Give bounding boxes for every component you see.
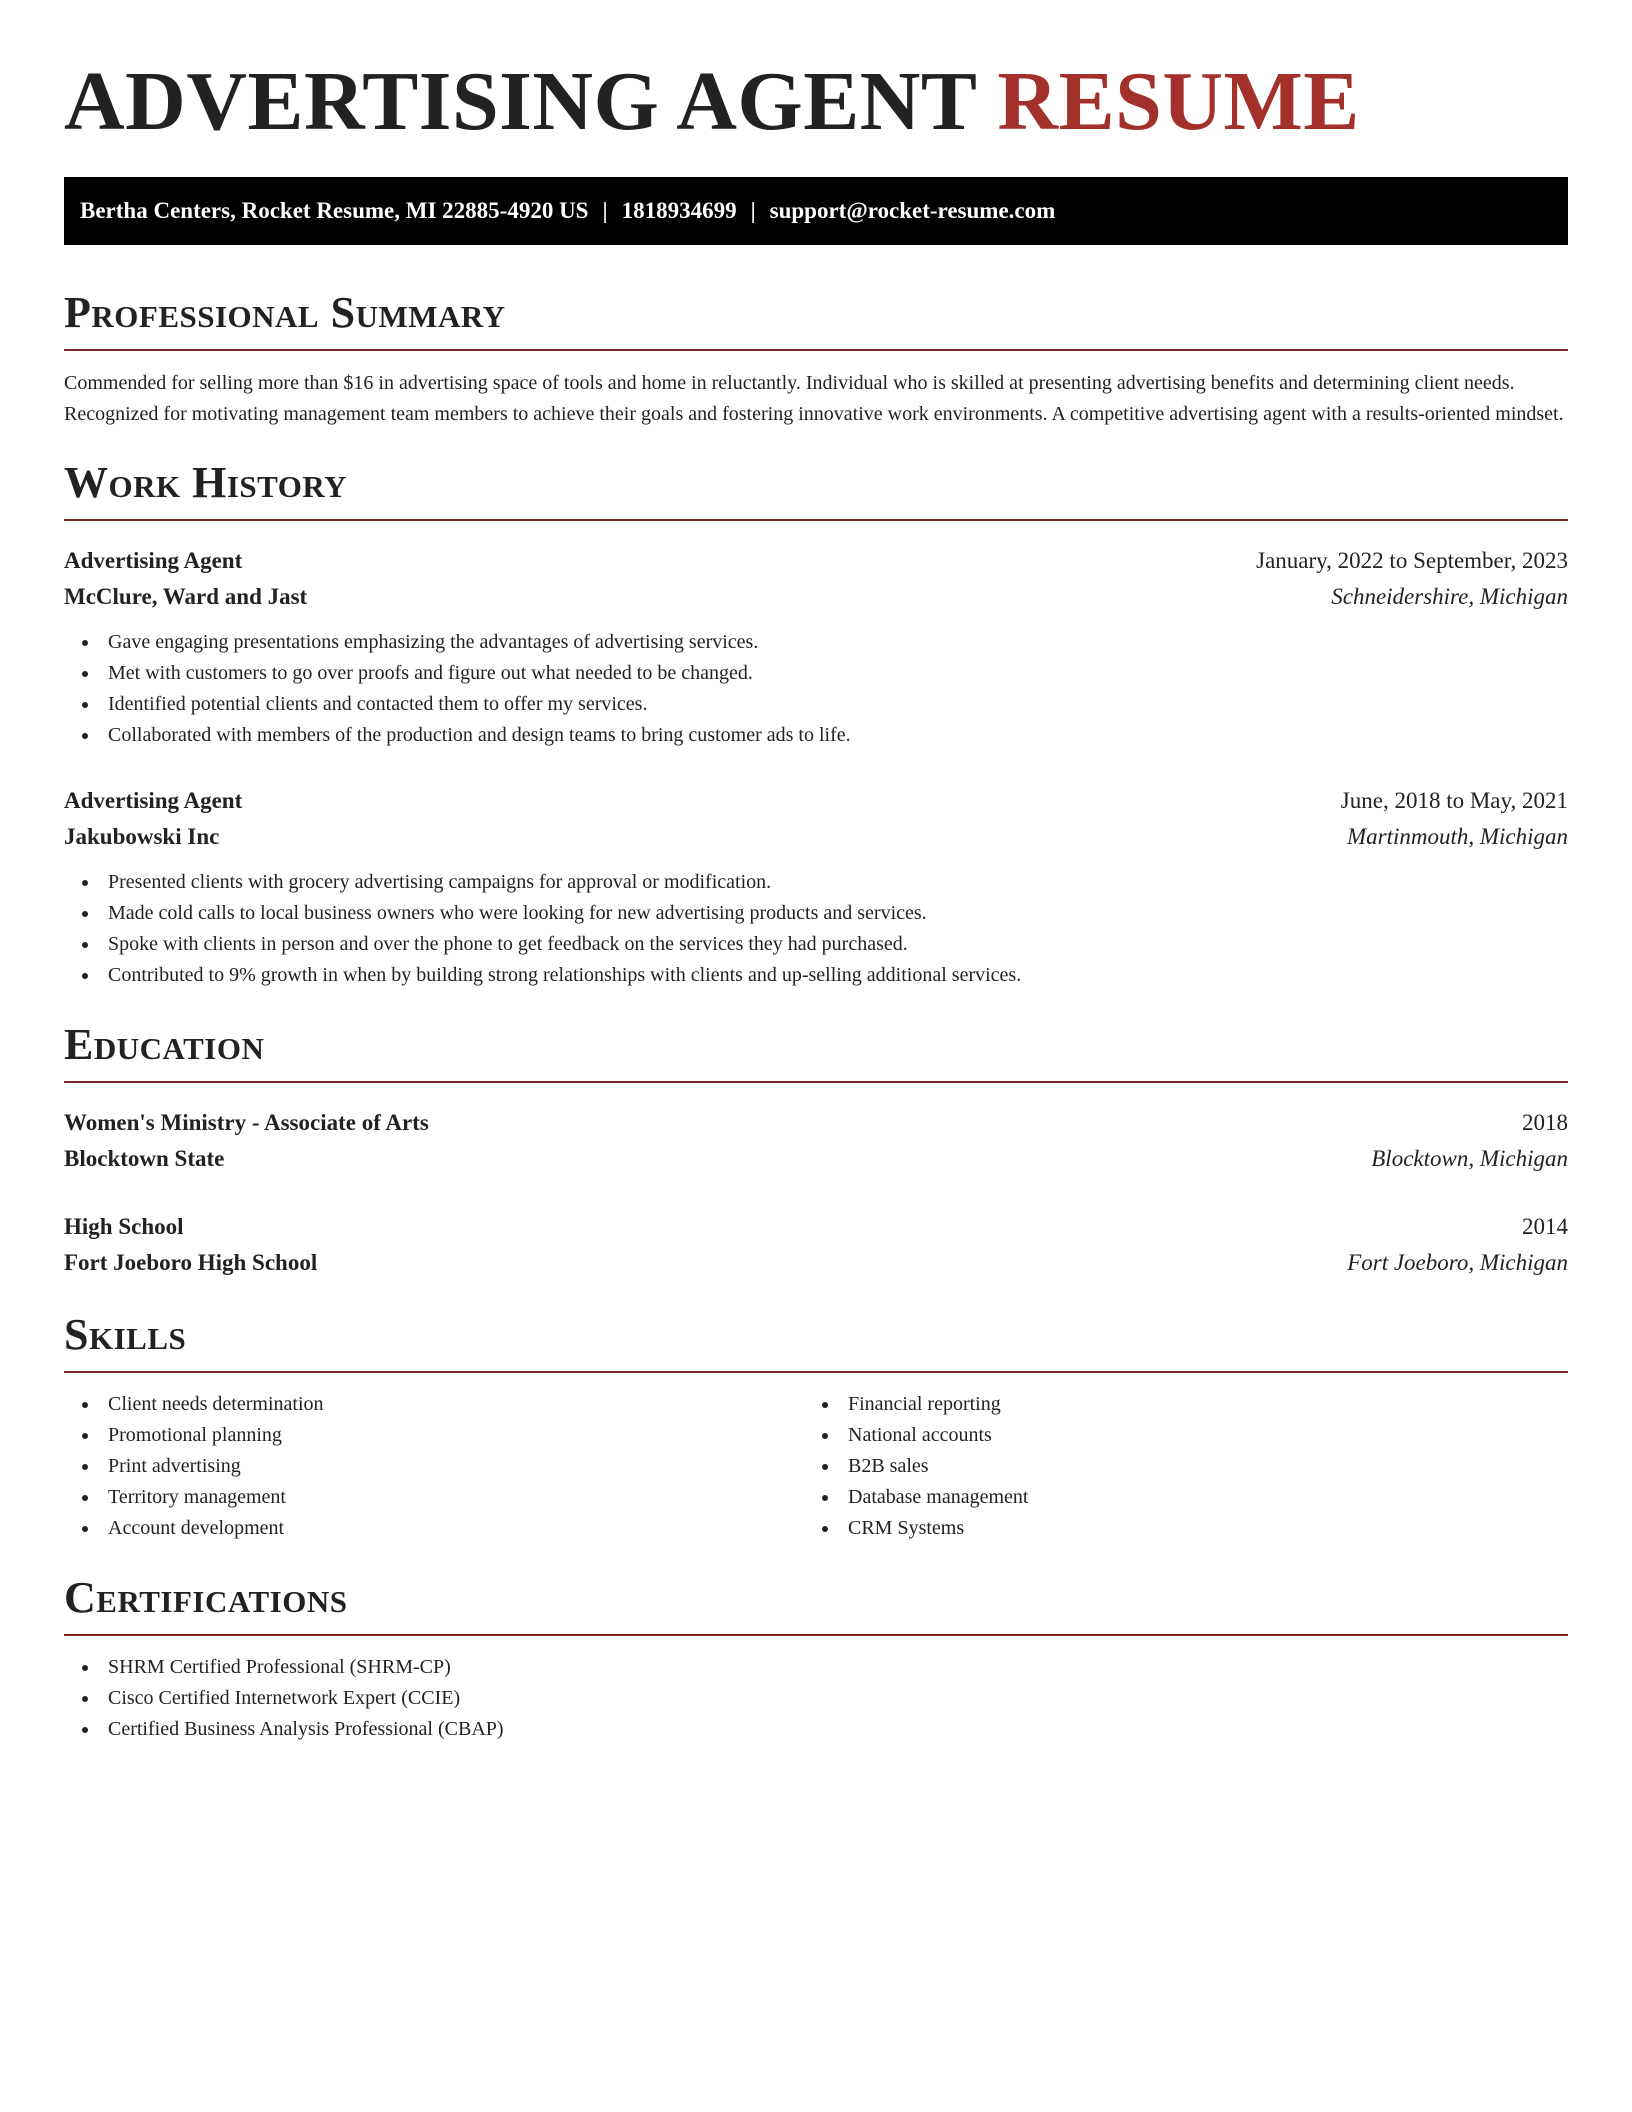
job-company-row bbox=[64, 579, 1568, 615]
certifications-heading: Certifications bbox=[64, 1572, 1568, 1636]
education-heading: Education bbox=[64, 1019, 1568, 1083]
contact-separator: | bbox=[750, 198, 756, 223]
skills-column-left bbox=[64, 1389, 804, 1544]
skill-item: Territory management bbox=[64, 1482, 804, 1513]
education-school-row bbox=[64, 1141, 1568, 1177]
job-company: Jakubowski Inc bbox=[64, 824, 220, 849]
skills-grid bbox=[64, 1389, 1568, 1544]
skills-column-right bbox=[804, 1389, 1544, 1544]
job-header-row bbox=[64, 543, 1568, 579]
job-entry bbox=[64, 783, 1568, 991]
education-degree: High School bbox=[64, 1214, 184, 1239]
skill-item: Client needs determination bbox=[64, 1389, 804, 1420]
job-title: Advertising Agent bbox=[64, 548, 243, 573]
job-location: Martinmouth, Michigan bbox=[1346, 824, 1568, 849]
certification-item: Certified Business Analysis Professional (CBAP) bbox=[64, 1714, 1568, 1745]
work-history-heading: Work History bbox=[64, 457, 1568, 521]
job-bullet: Made cold calls to local business owners who were looking for new advertising products and services. bbox=[64, 898, 1568, 929]
education-year: 2014 bbox=[1522, 1214, 1568, 1239]
skills-heading: Skills bbox=[64, 1309, 1568, 1373]
title-accent: RESUME bbox=[997, 55, 1360, 148]
job-location: Schneidershire, Michigan bbox=[1331, 584, 1568, 609]
certification-item: Cisco Certified Internetwork Expert (CCIE) bbox=[64, 1683, 1568, 1714]
job-bullets bbox=[64, 627, 1568, 751]
job-bullet: Contributed to 9% growth in when by building strong relationships with clients and up-selling additional services. bbox=[64, 960, 1568, 991]
education-location: Blocktown, Michigan bbox=[1371, 1146, 1568, 1171]
job-bullet: Gave engaging presentations emphasizing the advantages of advertising services. bbox=[64, 627, 1568, 658]
education-degree-row bbox=[64, 1209, 1568, 1245]
job-dates: June, 2018 to May, 2021 bbox=[1340, 788, 1568, 813]
job-bullet: Identified potential clients and contacted them to offer my services. bbox=[64, 689, 1568, 720]
job-company-row bbox=[64, 819, 1568, 855]
skill-item: Promotional planning bbox=[64, 1420, 804, 1451]
job-company: McClure, Ward and Jast bbox=[64, 584, 308, 609]
contact-email: support@rocket-resume.com bbox=[769, 198, 1056, 223]
job-title: Advertising Agent bbox=[64, 788, 243, 813]
contact-address: Bertha Centers, Rocket Resume, MI 22885-4920 US bbox=[80, 198, 589, 223]
job-bullet: Met with customers to go over proofs and figure out what needed to be changed. bbox=[64, 658, 1568, 689]
contact-phone: 1818934699 bbox=[621, 198, 737, 223]
certifications-list bbox=[64, 1652, 1568, 1745]
skill-item: Account development bbox=[64, 1513, 804, 1544]
education-degree-row bbox=[64, 1105, 1568, 1141]
skill-item: Print advertising bbox=[64, 1451, 804, 1482]
education-year: 2018 bbox=[1522, 1110, 1568, 1135]
skill-item: National accounts bbox=[804, 1420, 1544, 1451]
summary-text: Commended for selling more than $16 in advertising space of tools and home in reluctantly. Individual who is skilled at presenting advertising benefits and determining client needs. Recognized for motivating management team members to achieve their goals and fostering innovative work environments. A competitive advertising agent with a results-oriented mindset. bbox=[64, 372, 1564, 425]
contact-bar bbox=[64, 177, 1568, 245]
job-bullet: Presented clients with grocery advertising campaigns for approval or modification. bbox=[64, 867, 1568, 898]
skill-item: CRM Systems bbox=[804, 1513, 1544, 1544]
job-header-row bbox=[64, 783, 1568, 819]
education-entry bbox=[64, 1209, 1568, 1281]
education-school: Fort Joeboro High School bbox=[64, 1250, 318, 1275]
education-school: Blocktown State bbox=[64, 1146, 225, 1171]
job-bullet: Collaborated with members of the production and design teams to bring customer ads to life. bbox=[64, 720, 1568, 751]
certification-item: SHRM Certified Professional (SHRM-CP) bbox=[64, 1652, 1568, 1683]
summary-heading: Professional Summary bbox=[64, 287, 1568, 351]
education-degree: Women's Ministry - Associate of Arts bbox=[64, 1110, 429, 1135]
job-bullet: Spoke with clients in person and over the phone to get feedback on the services they had purchased. bbox=[64, 929, 1568, 960]
education-location: Fort Joeboro, Michigan bbox=[1347, 1250, 1568, 1275]
education-entry bbox=[64, 1105, 1568, 1177]
job-entry bbox=[64, 543, 1568, 751]
education-school-row bbox=[64, 1245, 1568, 1281]
skill-item: Database management bbox=[804, 1482, 1544, 1513]
resume-title bbox=[64, 52, 1568, 152]
contact-separator: | bbox=[602, 198, 608, 223]
skill-item: Financial reporting bbox=[804, 1389, 1544, 1420]
job-dates: January, 2022 to September, 2023 bbox=[1256, 548, 1568, 573]
skill-item: B2B sales bbox=[804, 1451, 1544, 1482]
title-main: ADVERTISING AGENT bbox=[64, 55, 976, 148]
job-bullets bbox=[64, 867, 1568, 991]
